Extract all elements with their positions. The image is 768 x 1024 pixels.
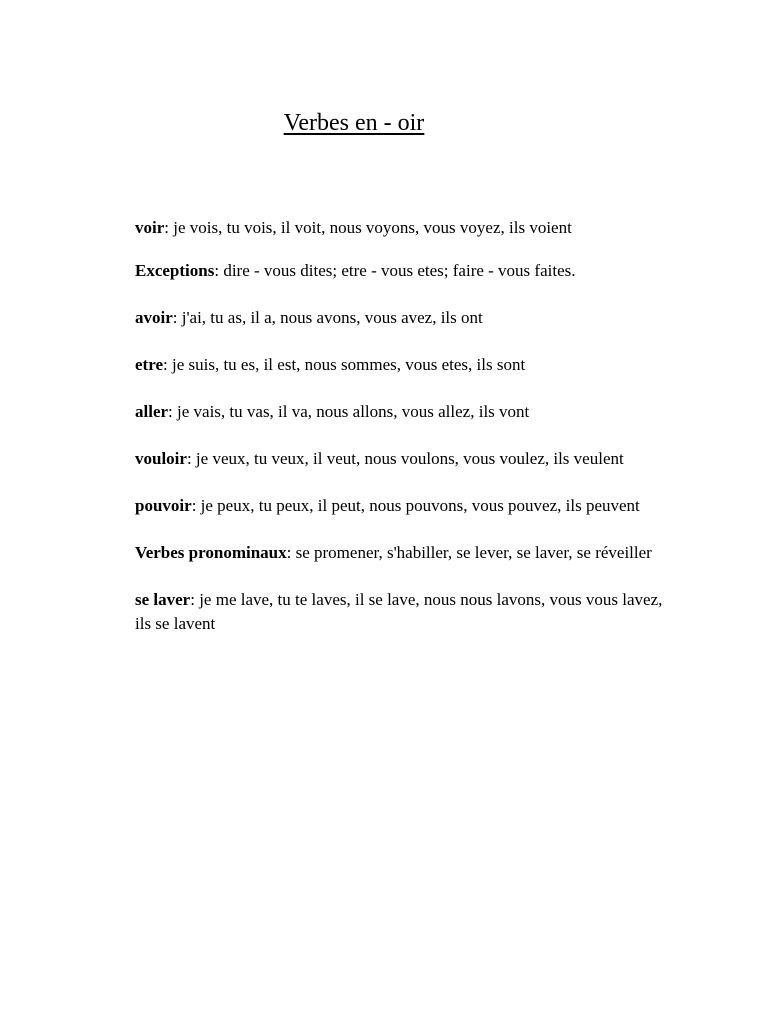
- verb-term: se laver: [135, 590, 191, 609]
- verb-entry-voir: [135, 216, 675, 240]
- verb-conjugation: : je me lave, tu te laves, il se lave, nous nous lavons, vous vous lavez, ils se lavent: [135, 590, 663, 633]
- verb-term: Verbes pronominaux: [135, 543, 287, 562]
- verb-entry-se-laver: [135, 588, 675, 636]
- verb-term: avoir: [135, 308, 173, 327]
- verb-conjugation: : je veux, tu veux, il veut, nous voulons, vous voulez, ils veulent: [186, 449, 624, 468]
- verb-entry-pronominaux: [135, 541, 675, 565]
- verb-conjugation: : je suis, tu es, il est, nous sommes, vous etes, ils sont: [163, 355, 526, 374]
- verb-term: Exceptions: [135, 261, 215, 280]
- verb-term: aller: [135, 402, 169, 421]
- verb-conjugation: : dire - vous dites; etre - vous etes; faire - vous faites.: [214, 261, 576, 280]
- verb-term: voir: [135, 218, 165, 237]
- verb-entry-exceptions: [135, 259, 675, 283]
- verb-list: [135, 216, 675, 659]
- verb-entry-pouvoir: [135, 494, 675, 518]
- verb-conjugation: : je peux, tu peux, il peut, nous pouvons, vous pouvez, ils peuvent: [191, 496, 640, 515]
- verb-term: vouloir: [135, 449, 187, 468]
- verb-entry-avoir: [135, 306, 675, 330]
- verb-term: pouvoir: [135, 496, 192, 515]
- verb-conjugation: : j'ai, tu as, il a, nous avons, vous avez, ils ont: [172, 308, 483, 327]
- verb-conjugation: : je vais, tu vas, il va, nous allons, vous allez, ils vont: [168, 402, 530, 421]
- page-title: Verbes en - oir: [283, 110, 425, 136]
- verb-conjugation: : je vois, tu vois, il voit, nous voyons, vous voyez, ils voient: [164, 218, 572, 237]
- verb-entry-vouloir: [135, 447, 675, 471]
- verb-entry-aller: [135, 400, 675, 424]
- verb-entry-etre: [135, 353, 675, 377]
- verb-conjugation: : se promener, s'habiller, se lever, se laver, se réveiller: [286, 543, 652, 562]
- verb-term: etre: [135, 355, 163, 374]
